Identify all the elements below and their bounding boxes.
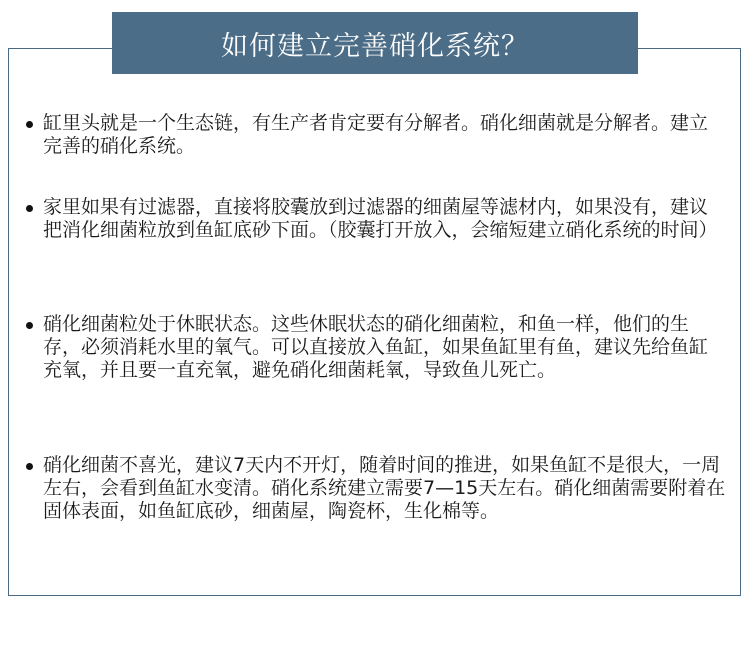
bullet-dot-icon bbox=[26, 463, 33, 470]
bullet-dot-icon bbox=[26, 322, 33, 329]
bullet-dot-icon bbox=[26, 205, 33, 212]
bullet-item bbox=[26, 112, 726, 158]
bullet-text: 家里如果有过滤器，直接将胶囊放到过滤器的细菌屋等滤材内，如果没有，建议把消化细菌粒放到鱼缸底砂下面。（胶囊打开放入，会缩短建立硝化系统的时间） bbox=[43, 196, 718, 241]
bullet-dot-icon bbox=[26, 121, 33, 128]
bullet-text: 硝化细菌粒处于休眠状态。这些休眠状态的硝化细菌粒，和鱼一样，他们的生存，必须消耗水里的氧气。可以直接放入鱼缸，如果鱼缸里有鱼，建议先给鱼缸充氧，并且要一直充氧，避免硝化细菌耗氧，导致鱼儿死亡。 bbox=[43, 313, 709, 381]
bullet-text: 硝化细菌不喜光，建议7天内不开灯，随着时间的推进，如果鱼缸不是很大，一周左右，会看到鱼缸水变清。硝化系统建立需要7—15天左右。硝化细菌需要附着在固体表面，如鱼缸底砂，细菌屋，陶瓷杯，生化棉等。 bbox=[43, 454, 726, 522]
bullet-item bbox=[26, 196, 726, 242]
bullet-text: 缸里头就是一个生态链，有生产者肯定要有分解者。硝化细菌就是分解者。建立完善的硝化系统。 bbox=[43, 112, 709, 157]
bullet-item bbox=[26, 313, 726, 382]
bullet-item bbox=[26, 454, 726, 523]
page-title: 如何建立完善硝化系统？ bbox=[221, 30, 529, 62]
